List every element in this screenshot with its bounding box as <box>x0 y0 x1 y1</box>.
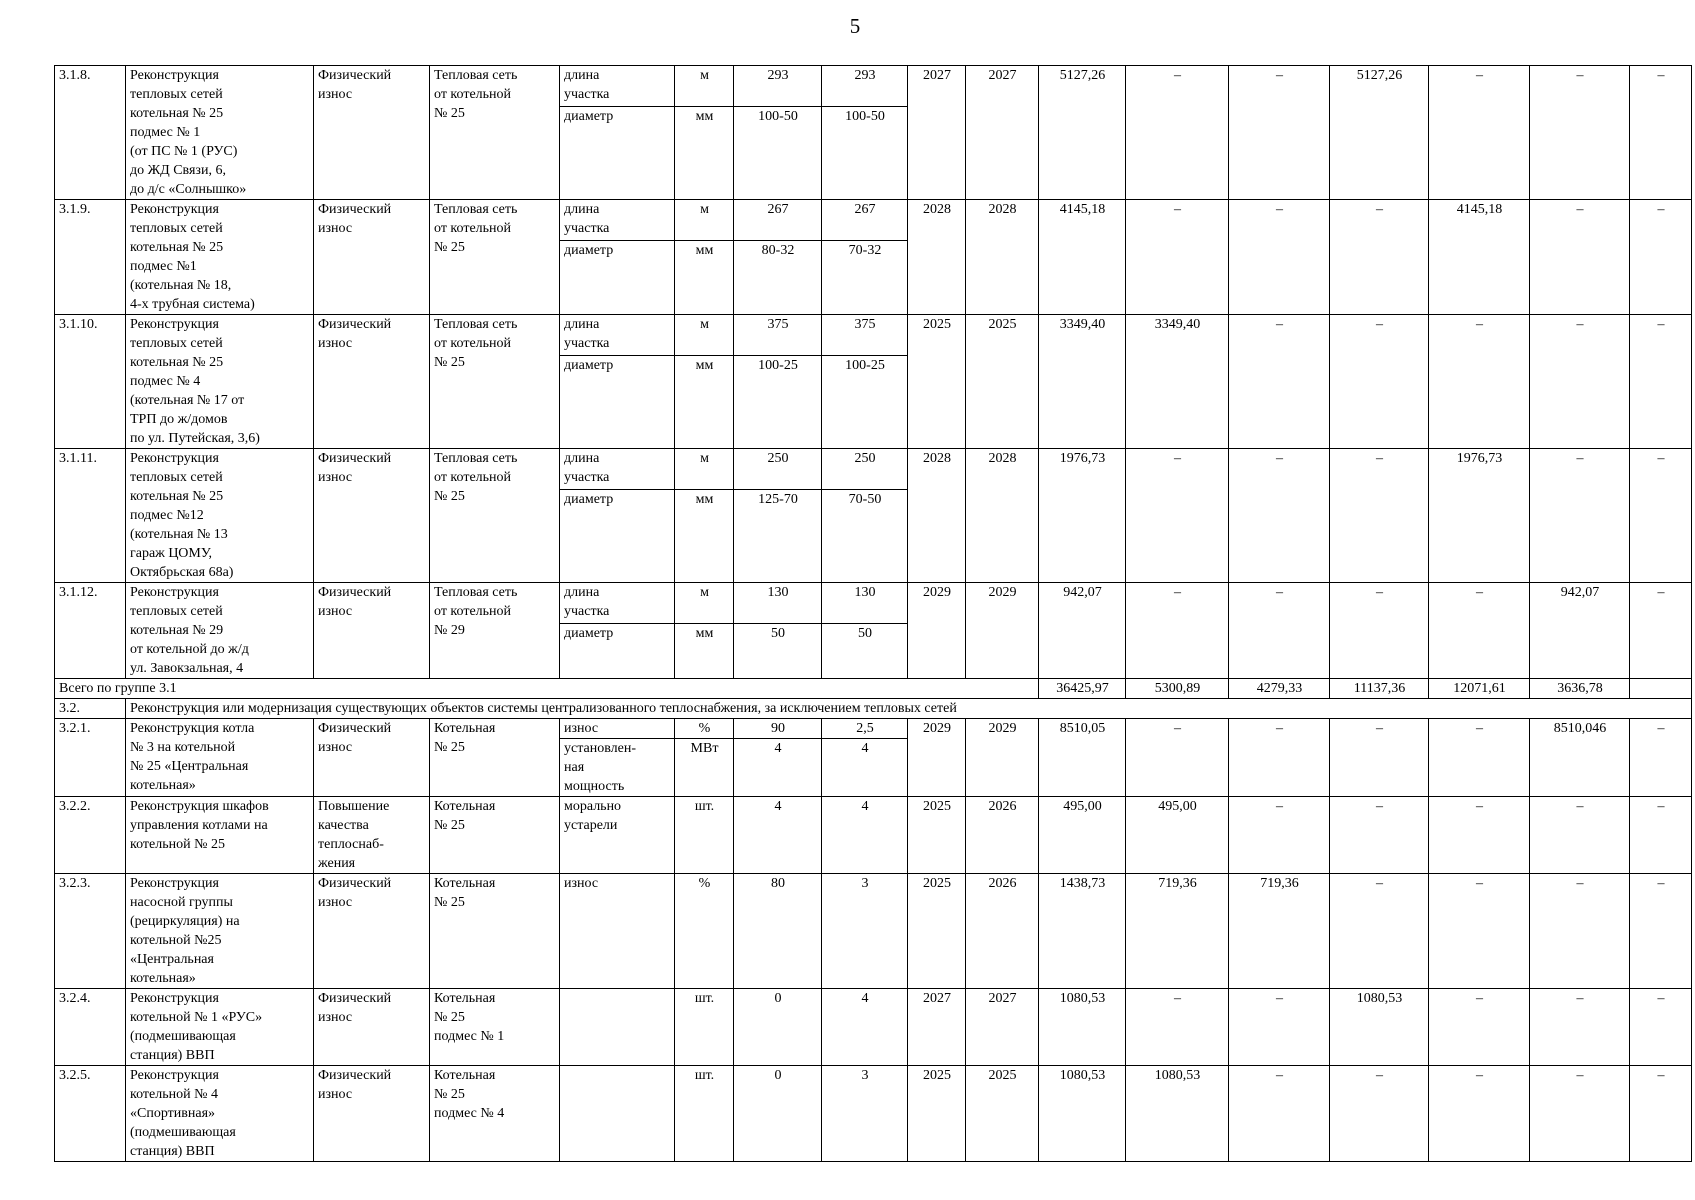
object-cell: Котельная № 25 <box>430 719 560 797</box>
parameter-cell: диаметр <box>560 490 675 583</box>
measure-name-cell: Реконструкция тепловых сетей котельная № 25 подмес №1 (котельная № 18, 4-х трубная система) <box>126 200 314 315</box>
start-year-cell: 2027 <box>908 989 966 1066</box>
table-row <box>55 449 1692 490</box>
year-cost-cell: – <box>1429 989 1530 1066</box>
year-cost-cell: 5127,26 <box>1330 66 1429 200</box>
value-before-cell: 50 <box>734 624 822 679</box>
value-after-cell: 3 <box>822 874 908 989</box>
end-year-cell: 2025 <box>966 315 1039 449</box>
row-number-cell: 3.2.3. <box>55 874 126 989</box>
year-cost-cell: 1976,73 <box>1429 449 1530 583</box>
year-cost-cell: – <box>1229 583 1330 679</box>
year-cost-cell: – <box>1630 719 1692 797</box>
row-number-cell: 3.2.1. <box>55 719 126 797</box>
year-cost-cell: – <box>1630 989 1692 1066</box>
measure-name-cell: Реконструкция насосной группы (рециркуляция) на котельной №25 «Центральная котельная» <box>126 874 314 989</box>
value-after-cell: 4 <box>822 739 908 797</box>
year-cost-cell: – <box>1530 66 1630 200</box>
parameter-cell: диаметр <box>560 241 675 315</box>
subtotal-row <box>55 679 1692 699</box>
year-cost-cell: – <box>1530 315 1630 449</box>
page-number: 5 <box>849 14 861 38</box>
measure-name-cell: Реконструкция котла № 3 на котельной № 25 «Центральная котельная» <box>126 719 314 797</box>
value-before-cell: 80-32 <box>734 241 822 315</box>
unit-cell: шт. <box>675 989 734 1066</box>
row-number-cell: 3.1.9. <box>55 200 126 315</box>
end-year-cell: 2027 <box>966 66 1039 200</box>
subtotal-year: 12071,61 <box>1429 679 1530 699</box>
parameter-cell: морально устарели <box>560 797 675 874</box>
measure-name-cell: Реконструкция тепловых сетей котельная № 29 от котельной до ж/д ул. Завокзальная, 4 <box>126 583 314 679</box>
section-number: 3.2. <box>55 699 126 719</box>
total-cost-cell: 1080,53 <box>1039 989 1126 1066</box>
year-cost-cell: – <box>1229 719 1330 797</box>
value-after-cell: 375 <box>822 315 908 356</box>
year-cost-cell: – <box>1229 66 1330 200</box>
total-cost-cell: 3349,40 <box>1039 315 1126 449</box>
section-header-row <box>55 699 1692 719</box>
year-cost-cell: – <box>1330 797 1429 874</box>
unit-cell: шт. <box>675 797 734 874</box>
year-cost-cell: – <box>1630 449 1692 583</box>
value-after-cell: 50 <box>822 624 908 679</box>
year-cost-cell: – <box>1429 1066 1530 1162</box>
year-cost-cell: – <box>1229 1066 1330 1162</box>
year-cost-cell: – <box>1330 449 1429 583</box>
row-number-cell: 3.2.2. <box>55 797 126 874</box>
year-cost-cell: 1080,53 <box>1126 1066 1229 1162</box>
year-cost-cell: – <box>1630 797 1692 874</box>
value-before-cell: 267 <box>734 200 822 241</box>
row-number-cell: 3.1.8. <box>55 66 126 200</box>
value-before-cell: 130 <box>734 583 822 624</box>
object-cell: Тепловая сеть от котельной № 25 <box>430 200 560 315</box>
value-after-cell: 70-50 <box>822 490 908 583</box>
value-before-cell: 100-50 <box>734 107 822 200</box>
year-cost-cell: – <box>1126 200 1229 315</box>
object-cell: Тепловая сеть от котельной № 25 <box>430 315 560 449</box>
year-cost-cell: – <box>1530 874 1630 989</box>
year-cost-cell: – <box>1330 315 1429 449</box>
start-year-cell: 2027 <box>908 66 966 200</box>
table-body <box>55 66 1692 1162</box>
value-after-cell: 2,5 <box>822 719 908 739</box>
unit-cell: шт. <box>675 1066 734 1162</box>
parameter-cell: диаметр <box>560 624 675 679</box>
reason-cell: Физический износ <box>314 449 430 583</box>
value-after-cell: 250 <box>822 449 908 490</box>
year-cost-cell: 8510,046 <box>1530 719 1630 797</box>
end-year-cell: 2025 <box>966 1066 1039 1162</box>
object-cell: Котельная № 25 подмес № 4 <box>430 1066 560 1162</box>
parameter-cell: износ <box>560 719 675 739</box>
unit-cell: % <box>675 719 734 739</box>
value-after-cell: 100-25 <box>822 355 908 449</box>
value-after-cell: 4 <box>822 989 908 1066</box>
year-cost-cell: – <box>1330 583 1429 679</box>
year-cost-cell: – <box>1229 449 1330 583</box>
unit-cell: м <box>675 449 734 490</box>
year-cost-cell: – <box>1229 797 1330 874</box>
object-cell: Котельная № 25 подмес № 1 <box>430 989 560 1066</box>
year-cost-cell: – <box>1429 797 1530 874</box>
year-cost-cell: – <box>1126 719 1229 797</box>
year-cost-cell: – <box>1530 200 1630 315</box>
year-cost-cell: – <box>1429 874 1530 989</box>
year-cost-cell: – <box>1429 719 1530 797</box>
subtotal-label: Всего по группе 3.1 <box>55 679 1039 699</box>
year-cost-cell: – <box>1530 1066 1630 1162</box>
unit-cell: мм <box>675 490 734 583</box>
row-number-cell: 3.2.4. <box>55 989 126 1066</box>
year-cost-cell: – <box>1330 1066 1429 1162</box>
unit-cell: м <box>675 583 734 624</box>
value-after-cell: 130 <box>822 583 908 624</box>
year-cost-cell: 495,00 <box>1126 797 1229 874</box>
year-cost-cell: – <box>1229 989 1330 1066</box>
value-after-cell: 267 <box>822 200 908 241</box>
total-cost-cell: 942,07 <box>1039 583 1126 679</box>
table-row <box>55 1066 1692 1162</box>
year-cost-cell: – <box>1530 989 1630 1066</box>
reason-cell: Физический износ <box>314 989 430 1066</box>
row-number-cell: 3.2.5. <box>55 1066 126 1162</box>
end-year-cell: 2029 <box>966 583 1039 679</box>
value-before-cell: 0 <box>734 989 822 1066</box>
table-row <box>55 66 1692 107</box>
value-before-cell: 90 <box>734 719 822 739</box>
reason-cell: Физический износ <box>314 583 430 679</box>
section-title: Реконструкция или модернизация существующих объектов системы централизованного теплоснабжения, за исключением тепловых сетей <box>126 699 1692 719</box>
unit-cell: мм <box>675 355 734 449</box>
reason-cell: Повышение качества теплоснаб- жения <box>314 797 430 874</box>
year-cost-cell: – <box>1630 583 1692 679</box>
value-before-cell: 250 <box>734 449 822 490</box>
parameter-cell <box>560 989 675 1066</box>
unit-cell: м <box>675 315 734 356</box>
reason-cell: Физический износ <box>314 874 430 989</box>
reason-cell: Физический износ <box>314 200 430 315</box>
value-before-cell: 4 <box>734 797 822 874</box>
value-before-cell: 80 <box>734 874 822 989</box>
subtotal-year: 3636,78 <box>1530 679 1630 699</box>
table-row <box>55 797 1692 874</box>
year-cost-cell: – <box>1429 583 1530 679</box>
end-year-cell: 2028 <box>966 200 1039 315</box>
measure-name-cell: Реконструкция котельной № 4 «Спортивная» (подмешивающая станция) ВВП <box>126 1066 314 1162</box>
object-cell: Тепловая сеть от котельной № 25 <box>430 66 560 200</box>
measure-name-cell: Реконструкция котельной № 1 «РУС» (подмешивающая станция) ВВП <box>126 989 314 1066</box>
start-year-cell: 2025 <box>908 874 966 989</box>
unit-cell: м <box>675 200 734 241</box>
parameter-cell: диаметр <box>560 107 675 200</box>
parameter-cell: диаметр <box>560 355 675 449</box>
object-cell: Тепловая сеть от котельной № 25 <box>430 449 560 583</box>
parameter-cell: длина участка <box>560 200 675 241</box>
start-year-cell: 2025 <box>908 1066 966 1162</box>
year-cost-cell: – <box>1630 200 1692 315</box>
subtotal-year <box>1630 679 1692 699</box>
year-cost-cell: – <box>1229 200 1330 315</box>
row-number-cell: 3.1.11. <box>55 449 126 583</box>
year-cost-cell: – <box>1126 66 1229 200</box>
year-cost-cell: 942,07 <box>1530 583 1630 679</box>
measure-name-cell: Реконструкция шкафов управления котлами на котельной № 25 <box>126 797 314 874</box>
subtotal-year: 11137,36 <box>1330 679 1429 699</box>
unit-cell: мм <box>675 624 734 679</box>
year-cost-cell: 719,36 <box>1126 874 1229 989</box>
investment-table <box>54 65 1692 1162</box>
table-row <box>55 874 1692 989</box>
year-cost-cell: – <box>1630 874 1692 989</box>
value-after-cell: 100-50 <box>822 107 908 200</box>
total-cost-cell: 495,00 <box>1039 797 1126 874</box>
value-after-cell: 70-32 <box>822 241 908 315</box>
end-year-cell: 2026 <box>966 874 1039 989</box>
object-cell: Котельная № 25 <box>430 797 560 874</box>
total-cost-cell: 1976,73 <box>1039 449 1126 583</box>
year-cost-cell: – <box>1229 315 1330 449</box>
unit-cell: мм <box>675 107 734 200</box>
year-cost-cell: 3349,40 <box>1126 315 1229 449</box>
value-before-cell: 100-25 <box>734 355 822 449</box>
total-cost-cell: 1438,73 <box>1039 874 1126 989</box>
year-cost-cell: – <box>1630 315 1692 449</box>
value-before-cell: 293 <box>734 66 822 107</box>
total-cost-cell: 8510,05 <box>1039 719 1126 797</box>
value-after-cell: 293 <box>822 66 908 107</box>
object-cell: Тепловая сеть от котельной № 29 <box>430 583 560 679</box>
parameter-cell: износ <box>560 874 675 989</box>
parameter-cell: установлен- ная мощность <box>560 739 675 797</box>
year-cost-cell: – <box>1429 66 1530 200</box>
value-before-cell: 4 <box>734 739 822 797</box>
year-cost-cell: – <box>1126 583 1229 679</box>
start-year-cell: 2028 <box>908 200 966 315</box>
unit-cell: МВт <box>675 739 734 797</box>
year-cost-cell: – <box>1630 66 1692 200</box>
end-year-cell: 2026 <box>966 797 1039 874</box>
year-cost-cell: – <box>1330 200 1429 315</box>
total-cost-cell: 4145,18 <box>1039 200 1126 315</box>
parameter-cell: длина участка <box>560 583 675 624</box>
start-year-cell: 2025 <box>908 797 966 874</box>
measure-name-cell: Реконструкция тепловых сетей котельная № 25 подмес №12 (котельная № 13 гараж ЦОМУ, Октябрьская 68а) <box>126 449 314 583</box>
year-cost-cell: – <box>1530 449 1630 583</box>
table-row <box>55 315 1692 356</box>
table-row <box>55 719 1692 739</box>
value-before-cell: 0 <box>734 1066 822 1162</box>
reason-cell: Физический износ <box>314 1066 430 1162</box>
parameter-cell: длина участка <box>560 66 675 107</box>
year-cost-cell: 719,36 <box>1229 874 1330 989</box>
start-year-cell: 2029 <box>908 719 966 797</box>
object-cell: Котельная № 25 <box>430 874 560 989</box>
start-year-cell: 2029 <box>908 583 966 679</box>
value-after-cell: 3 <box>822 1066 908 1162</box>
subtotal-total: 36425,97 <box>1039 679 1126 699</box>
value-before-cell: 125-70 <box>734 490 822 583</box>
year-cost-cell: 1080,53 <box>1330 989 1429 1066</box>
table-row <box>55 989 1692 1066</box>
value-before-cell: 375 <box>734 315 822 356</box>
year-cost-cell: – <box>1126 449 1229 583</box>
row-number-cell: 3.1.12. <box>55 583 126 679</box>
parameter-cell <box>560 1066 675 1162</box>
subtotal-year: 5300,89 <box>1126 679 1229 699</box>
year-cost-cell: – <box>1330 874 1429 989</box>
total-cost-cell: 1080,53 <box>1039 1066 1126 1162</box>
end-year-cell: 2028 <box>966 449 1039 583</box>
unit-cell: м <box>675 66 734 107</box>
table-row <box>55 200 1692 241</box>
year-cost-cell: – <box>1126 989 1229 1066</box>
unit-cell: % <box>675 874 734 989</box>
start-year-cell: 2028 <box>908 449 966 583</box>
row-number-cell: 3.1.10. <box>55 315 126 449</box>
total-cost-cell: 5127,26 <box>1039 66 1126 200</box>
table-row <box>55 583 1692 624</box>
reason-cell: Физический износ <box>314 66 430 200</box>
year-cost-cell: – <box>1330 719 1429 797</box>
subtotal-year: 4279,33 <box>1229 679 1330 699</box>
year-cost-cell: – <box>1630 1066 1692 1162</box>
parameter-cell: длина участка <box>560 449 675 490</box>
year-cost-cell: – <box>1429 315 1530 449</box>
measure-name-cell: Реконструкция тепловых сетей котельная № 25 подмес № 4 (котельная № 17 от ТРП до ж/домов по ул. Путейская, 3,6) <box>126 315 314 449</box>
unit-cell: мм <box>675 241 734 315</box>
parameter-cell: длина участка <box>560 315 675 356</box>
end-year-cell: 2027 <box>966 989 1039 1066</box>
year-cost-cell: 4145,18 <box>1429 200 1530 315</box>
value-after-cell: 4 <box>822 797 908 874</box>
start-year-cell: 2025 <box>908 315 966 449</box>
end-year-cell: 2029 <box>966 719 1039 797</box>
reason-cell: Физический износ <box>314 719 430 797</box>
year-cost-cell: – <box>1530 797 1630 874</box>
reason-cell: Физический износ <box>314 315 430 449</box>
measure-name-cell: Реконструкция тепловых сетей котельная № 25 подмес № 1 (от ПС № 1 (РУС) до ЖД Связи, 6, до д/с «Солнышко» <box>126 66 314 200</box>
